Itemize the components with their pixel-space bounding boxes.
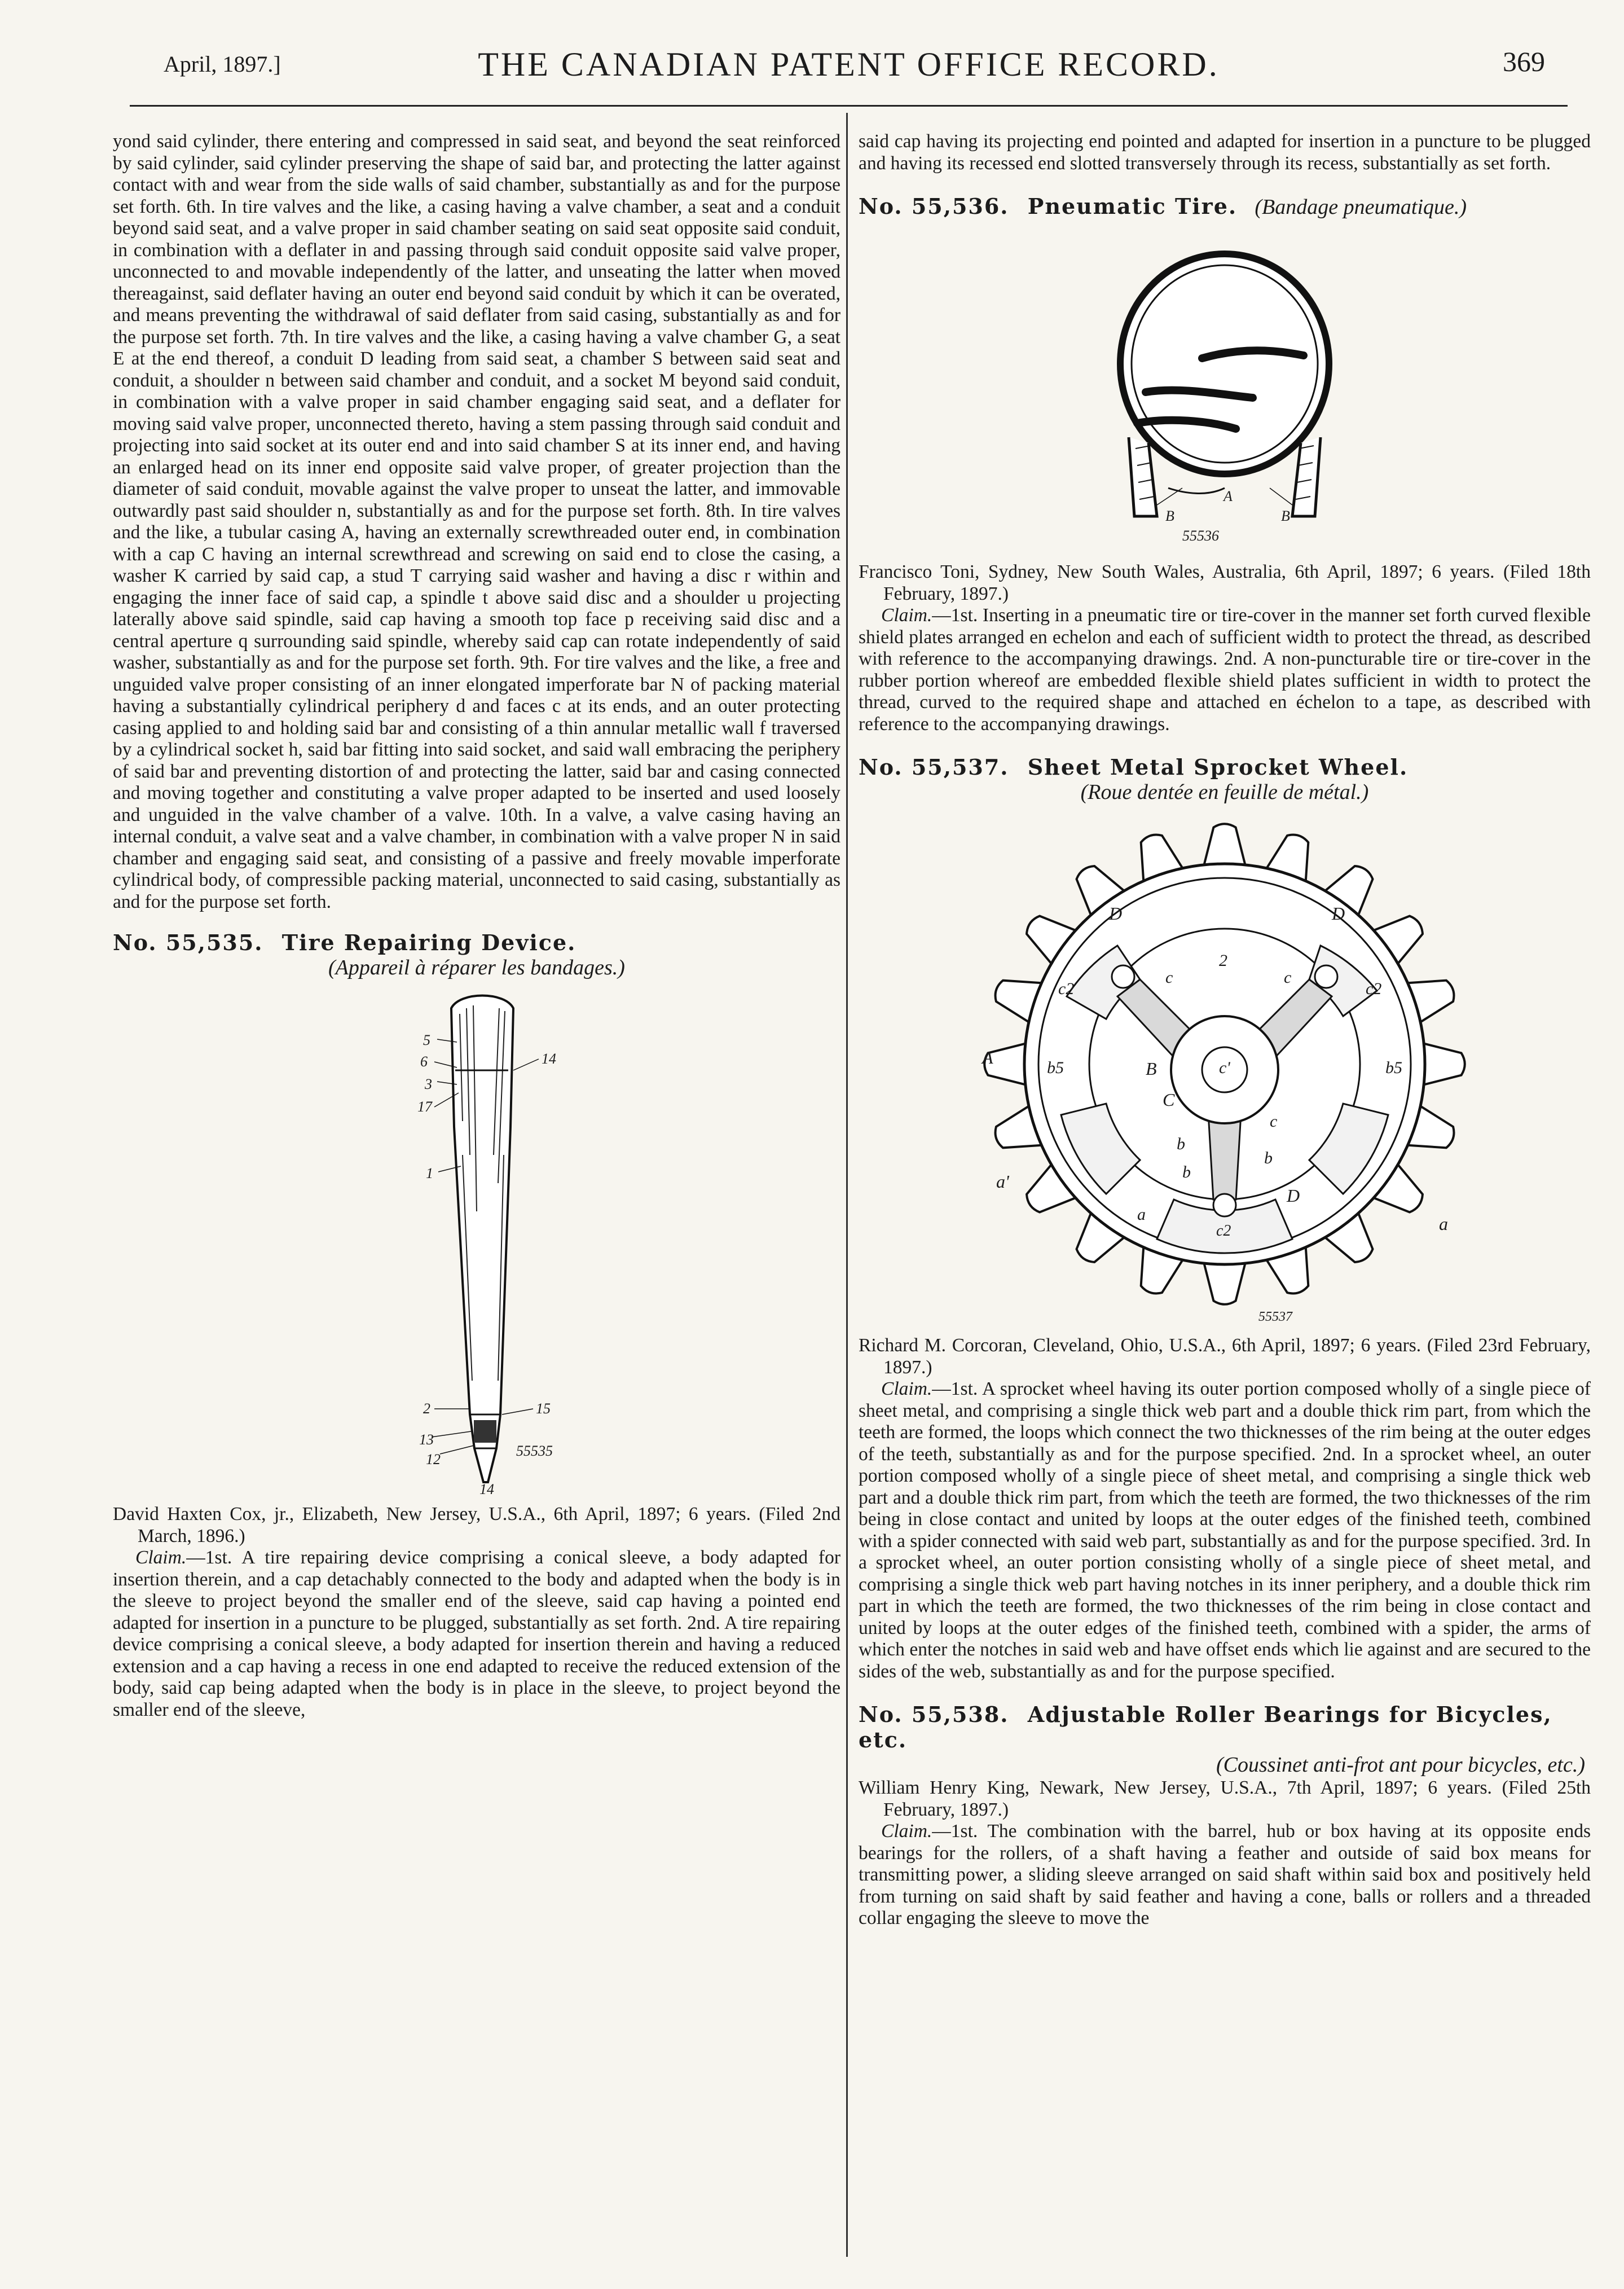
inventor-line: Richard M. Corcoran, Cleveland, Ohio, U.S.A., 6th April, 1897; 6 years. (Filed 23rd February, 1897.) xyxy=(859,1335,1591,1378)
pneumatic-tire-figure xyxy=(1084,223,1366,561)
figure-label: c' xyxy=(1219,1058,1230,1077)
claim-label: Claim. xyxy=(881,1378,932,1399)
claims-text: —1st. The combination with the barrel, hub or box having at its opposite ends bearings for the rollers, of a shaft having a feather and outside of said box means for transmitting power, a sliding sleeve arranged on said shaft within said box and positively held from turning on said shaft by said feather and having a cone, balls or rollers and a threaded collar engaging the sleeve to move the xyxy=(859,1821,1591,1928)
patent-number: No. 55,535. xyxy=(113,930,263,955)
claims-paragraph xyxy=(859,1821,1591,1930)
continued-claims-text: said cap having its projecting end pointed and adapted for insertion in a puncture to be plugged and having its recessed end slotted transversely through its recess, substantially as set forth. xyxy=(859,131,1591,174)
figure-label: D xyxy=(1287,1185,1300,1206)
patent-title: Pneumatic Tire. xyxy=(1027,194,1238,219)
figure-label: 14 xyxy=(479,1481,494,1497)
figure-label: 55536 xyxy=(1182,528,1219,544)
figure-label: b5 xyxy=(1047,1058,1064,1077)
figure-label: b xyxy=(1177,1135,1185,1153)
figure-label: 2 xyxy=(1219,951,1227,970)
continued-claims-text: yond said cylinder, there entering and compressed in said seat, and beyond the seat reinforced by said cylinder, said cylinder preserving the shape of said bar, and protecting the latter against contact with and wear from the side walls of said chamber, substantially as and for the purpose set forth. 6th. In tire valves and the like, a casing having a valve chamber, a seat and a conduit beyond said seat, and a valve proper in said chamber seating on said seat opposite said conduit, in combination with a deflater in and passing through said conduit opposite said valve proper, unconnected to and movable independently of the latter, and unseating the latter when moved thereagainst, said deflater having an outer end beyond said conduit by which it can be overated, and means preventing the withdrawal of said deflater from said casing, substantially as and for the purpose set forth. 7th. In tire valves and the like, a casing having a valve chamber G, a seat E at the end thereof, a conduit D leading from said seat, a chamber S between said seat and conduit, a shoulder n between said chamber and conduit, and a socket M beyond said conduit, in combination with a valve proper in said chamber engaging said seat, and a deflater for moving said valve proper, unconnected thereto, having a stem passing through said conduit and projecting into said socket at its outer end and into said chamber S at its inner end, and having an enlarged head on its inner end opposite said valve proper, of greater projection than the diameter of said conduit, movable against the valve proper to unseat the latter, and immovable outwardly past said shoulder n, substantially as and for the purpose set forth. 8th. In tire valves and the like, a tubular casing A, having an externally screwthreaded outer end, in combination with a cap C having an internal screwthread and screwing on said end to close the casing, a washer K carried by said cap, a stud T carrying said washer and having a disc r within and engaging the inner face of said cap, a spindle t above said disc and a shoulder u projecting laterally above said spindle, said cap having a smooth top face p receiving said disc and a central aperture q surrounding said spindle, whereby said cap can rotate independently of said washer, substantially as and for the purpose set forth. 9th. For tire valves and the like, a free and unguided valve proper consisting of an inner elongated imperforate bar N of packing material having a substantially cylindrical periphery d and faces c at its ends, and an outer protecting casing applied to and holding said bar and consisting of a thin annular metallic wall f traversed by a cylindrical socket h, said bar fitting into said socket, and said wall embracing the periphery of said bar and preventing distortion of and protecting the latter, said bar and casing connected and moving together and constituting a valve proper adapted to be inserted and used loosely and unguided in the valve chamber of a valve. 10th. In a valve, a valve casing having an internal conduit, a valve seat and a valve chamber, in combination with a valve proper N in said chamber and engaging said seat, and consisting of a passive and freely movable imperforate cylindrical body, of compressible packing material, unconnected to said casing, substantially as and for the purpose set forth. xyxy=(113,131,840,912)
pneumatic-tire-drawing xyxy=(1084,223,1366,561)
patent-french-title: (Roue dentée en feuille de métal.) xyxy=(1080,780,1369,804)
figure-label: 12 xyxy=(426,1451,441,1468)
figure-label: D xyxy=(1109,903,1123,924)
tire-repair-device-figure xyxy=(319,986,635,1499)
figure-label: 55537 xyxy=(1258,1310,1292,1324)
patent-french-title: (Bandage pneumatique.) xyxy=(1255,195,1467,219)
figure-label: c xyxy=(1284,968,1292,987)
patent-french-title: (Coussinet anti-frot ant pour bicycles, etc.) xyxy=(1216,1753,1585,1777)
claim-label: Claim. xyxy=(881,605,932,626)
figure-label: A xyxy=(982,1047,993,1067)
patent-french-title: (Appareil à réparer les bandages.) xyxy=(328,956,625,979)
patent-title: Adjustable Roller Bearings for Bicycles, etc. xyxy=(859,1702,1552,1752)
figure-label: A xyxy=(1223,488,1233,504)
publication-title: THE CANADIAN PATENT OFFICE RECORD. xyxy=(478,46,1220,83)
entry-heading xyxy=(859,754,1591,780)
claims-paragraph xyxy=(113,1547,840,1721)
patent-number: No. 55,536. xyxy=(859,194,1009,219)
figure-label: 5 xyxy=(423,1032,430,1048)
figure-label: c2 xyxy=(1366,979,1382,998)
figure-label: 1 xyxy=(426,1165,433,1181)
figure-label: C xyxy=(1163,1089,1175,1110)
figure-label: 13 xyxy=(419,1431,434,1448)
patent-entry-55535 xyxy=(113,930,840,1721)
figure-label: 55535 xyxy=(516,1443,553,1459)
figure-label: c xyxy=(1270,1112,1278,1131)
figure-label: a xyxy=(1439,1214,1448,1234)
entry-heading xyxy=(859,194,1591,219)
claims-text: —1st. Inserting in a pneumatic tire or tire-cover in the manner set forth curved flexible shield plates arranged en echelon and each of sufficient width to protect the thread, as described with reference to the accompanying drawings. 2nd. A non-puncturable tire or tire-cover in the rubber portion whereof are embedded flexible shield plates sufficient in width to protect the thread, curved to the required shape and attached en échelon to a tape, as described with reference to the accompanying drawings. xyxy=(859,605,1591,735)
column-divider xyxy=(846,113,848,2257)
inventor-line: David Haxten Cox, jr., Elizabeth, New Jersey, U.S.A., 6th April, 1897; 6 years. (Filed 2nd March, 1896.) xyxy=(113,1504,840,1546)
page-number: 369 xyxy=(1503,46,1545,77)
tire-repair-device-drawing xyxy=(319,986,635,1499)
figure-label: 17 xyxy=(417,1099,432,1115)
figure-label: b xyxy=(1182,1163,1191,1181)
claim-label: Claim. xyxy=(881,1821,932,1842)
entry-heading xyxy=(113,930,840,955)
figure-label: 15 xyxy=(536,1400,551,1417)
figure-label: c xyxy=(1165,968,1173,987)
right-column xyxy=(859,131,1591,1930)
inventor-line: Francisco Toni, Sydney, New South Wales, Australia, 6th April, 1897; 6 years. (Filed 18th February, 1897.) xyxy=(859,561,1591,604)
sprocket-wheel-figure xyxy=(971,810,1478,1335)
figure-label: 3 xyxy=(425,1076,432,1092)
issue-date: April, 1897.] xyxy=(164,51,281,77)
figure-label: b xyxy=(1264,1149,1273,1167)
left-column xyxy=(113,131,840,1721)
patent-entry-55538 xyxy=(859,1702,1591,1930)
figure-label: b5 xyxy=(1385,1058,1402,1077)
claims-text: —1st. A tire repairing device comprising a conical sleeve, a body adapted for insertion therein, and a cap detachably connected to the body and adapted when the body is in the sleeve to project beyond the smaller end of the sleeve, said cap having a pointed end adapted for insertion in a puncture to be plugged, substantially as set forth. 2nd. A tire repairing device comprising a conical sleeve, a body adapted for insertion therein and having a reduced extension and a cap having a recess in one end adapted to receive the reduced extension of the body, said cap being adapted when the body is in place in the sleeve, to project beyond the smaller end of the sleeve, xyxy=(113,1547,840,1720)
header-rule xyxy=(130,105,1568,107)
claims-paragraph xyxy=(859,605,1591,735)
patent-entry-55537 xyxy=(859,754,1591,1682)
patent-entry-55536 xyxy=(859,194,1591,735)
entry-heading xyxy=(859,1702,1591,1752)
figure-label: 2 xyxy=(423,1400,430,1417)
figure-label: D xyxy=(1332,903,1345,924)
figure-label: c2 xyxy=(1058,979,1075,998)
figure-label: B xyxy=(1281,508,1290,524)
figure-label: B xyxy=(1146,1058,1157,1079)
claims-paragraph xyxy=(859,1378,1591,1682)
claims-text: —1st. A sprocket wheel having its outer portion composed wholly of a single piece of sheet metal, and comprising a single thick web part and a double thick rim part, from which the teeth are formed, the loops which connect the two thicknesses of the rim being at the outer edges of the teeth, substantially as and for the purpose specified. 2nd. In a sprocket wheel, an outer portion composed wholly of a single piece of sheet metal, and comprising a single thick web part and a double thick rim part, from which the teeth are formed, the two thicknesses of the rim being in close contact and united by loops at the outer edges of the finished teeth, combined with a spider connected with said web part, substantially as and for the purpose specified. 3rd. In a sprocket wheel, an outer portion consisting wholly of a single piece of sheet metal, and comprising a single thick web part having notches in its inner periphery, and a double thick rim part in which the teeth are formed, the two thicknesses of the rim being in close contact and united by loops at the outer edges of the finished teeth, combined with a spider, the arms of which enter the notches in said web and have offset ends which lie against and are secured to the sides of the web, substantially as and for the purpose specified. xyxy=(859,1378,1591,1682)
patent-number: No. 55,538. xyxy=(859,1702,1009,1727)
figure-label: B xyxy=(1165,508,1174,524)
figure-label: c2 xyxy=(1216,1222,1231,1240)
running-head xyxy=(130,34,1568,85)
figure-label: 6 xyxy=(420,1053,428,1070)
patent-number: No. 55,537. xyxy=(859,754,1009,780)
figure-label: 14 xyxy=(542,1051,556,1067)
patent-title: Sheet Metal Sprocket Wheel. xyxy=(1027,754,1409,780)
figure-label: a' xyxy=(996,1171,1009,1192)
figure-label: a xyxy=(1137,1205,1146,1224)
claim-label: Claim. xyxy=(135,1547,187,1568)
patent-title: Tire Repairing Device. xyxy=(281,930,576,955)
inventor-line: William Henry King, Newark, New Jersey, U.S.A., 7th April, 1897; 6 years. (Filed 25th February, 1897.) xyxy=(859,1777,1591,1820)
